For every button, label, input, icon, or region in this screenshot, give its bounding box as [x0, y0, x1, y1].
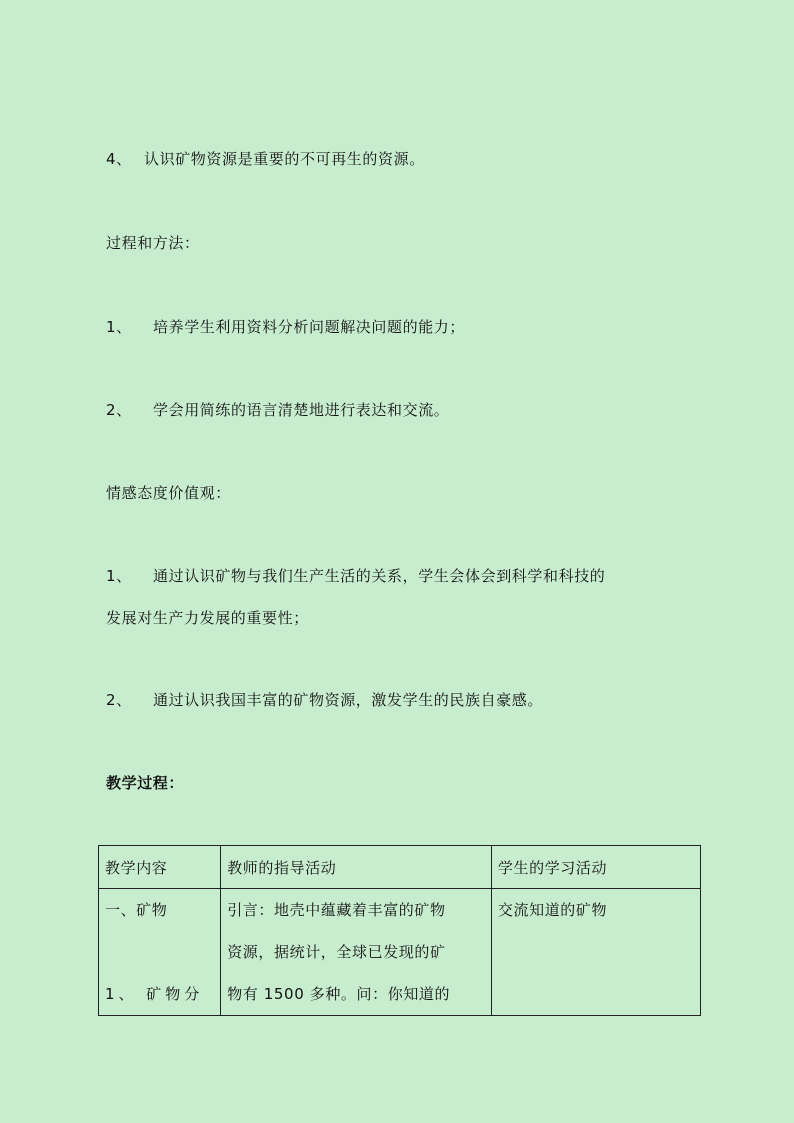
lesson-table [98, 845, 701, 1016]
item-text: 培养学生利用资料分析问题解决问题的能力； [153, 318, 466, 336]
process-item-2 [106, 399, 449, 421]
cell-line: 引言：地壳中蕴藏着丰富的矿物 [227, 901, 446, 919]
item-number: 2、 [106, 691, 132, 709]
item-text: 通过认识我国丰富的矿物资源，激发学生的民族自豪感。 [153, 691, 544, 709]
item-text: 认识矿物资源是重要的不可再生的资源。 [144, 150, 425, 168]
header-student-activity: 学生的学习活动 [491, 846, 700, 889]
item-number: 1、 [106, 318, 132, 336]
attitude-item-1-line2: 发展对生产力发展的重要性； [106, 609, 309, 627]
attitude-item-1-line1 [106, 565, 605, 587]
cell-content [99, 889, 221, 1016]
attitude-item-2 [106, 689, 543, 711]
cell-line: 资源，据统计，全球已发现的矿 [227, 943, 446, 961]
cell-line [105, 931, 214, 973]
process-methods-heading: 过程和方法： [106, 234, 200, 252]
cell-line: 1、 矿物分 [105, 985, 204, 1003]
header-content: 教学内容 [99, 846, 221, 889]
table-header-row [99, 846, 701, 889]
item-text: 学会用简练的语言清楚地进行表达和交流。 [153, 401, 450, 419]
attitudes-heading: 情感态度价值观： [106, 484, 231, 502]
cell-line: 物有 1500 多种。问：你知道的 [227, 985, 451, 1003]
item-number: 1、 [106, 567, 132, 585]
item-number: 4、 [106, 150, 132, 168]
cell-line: 交流知道的矿物 [497, 901, 608, 919]
item-number: 2、 [106, 401, 132, 419]
table-row [99, 889, 701, 1016]
cell-line: 一、矿物 [105, 901, 168, 919]
header-teacher-activity: 教师的指导活动 [221, 846, 492, 889]
cell-student-activity [491, 889, 700, 1016]
knowledge-item-4 [106, 148, 425, 170]
cell-teacher-activity [221, 889, 492, 1016]
process-item-1 [106, 316, 465, 338]
item-text: 通过认识矿物与我们生产生活的关系，学生会体会到科学和科技的 [153, 567, 606, 585]
teaching-process-heading: 教学过程： [106, 774, 185, 792]
